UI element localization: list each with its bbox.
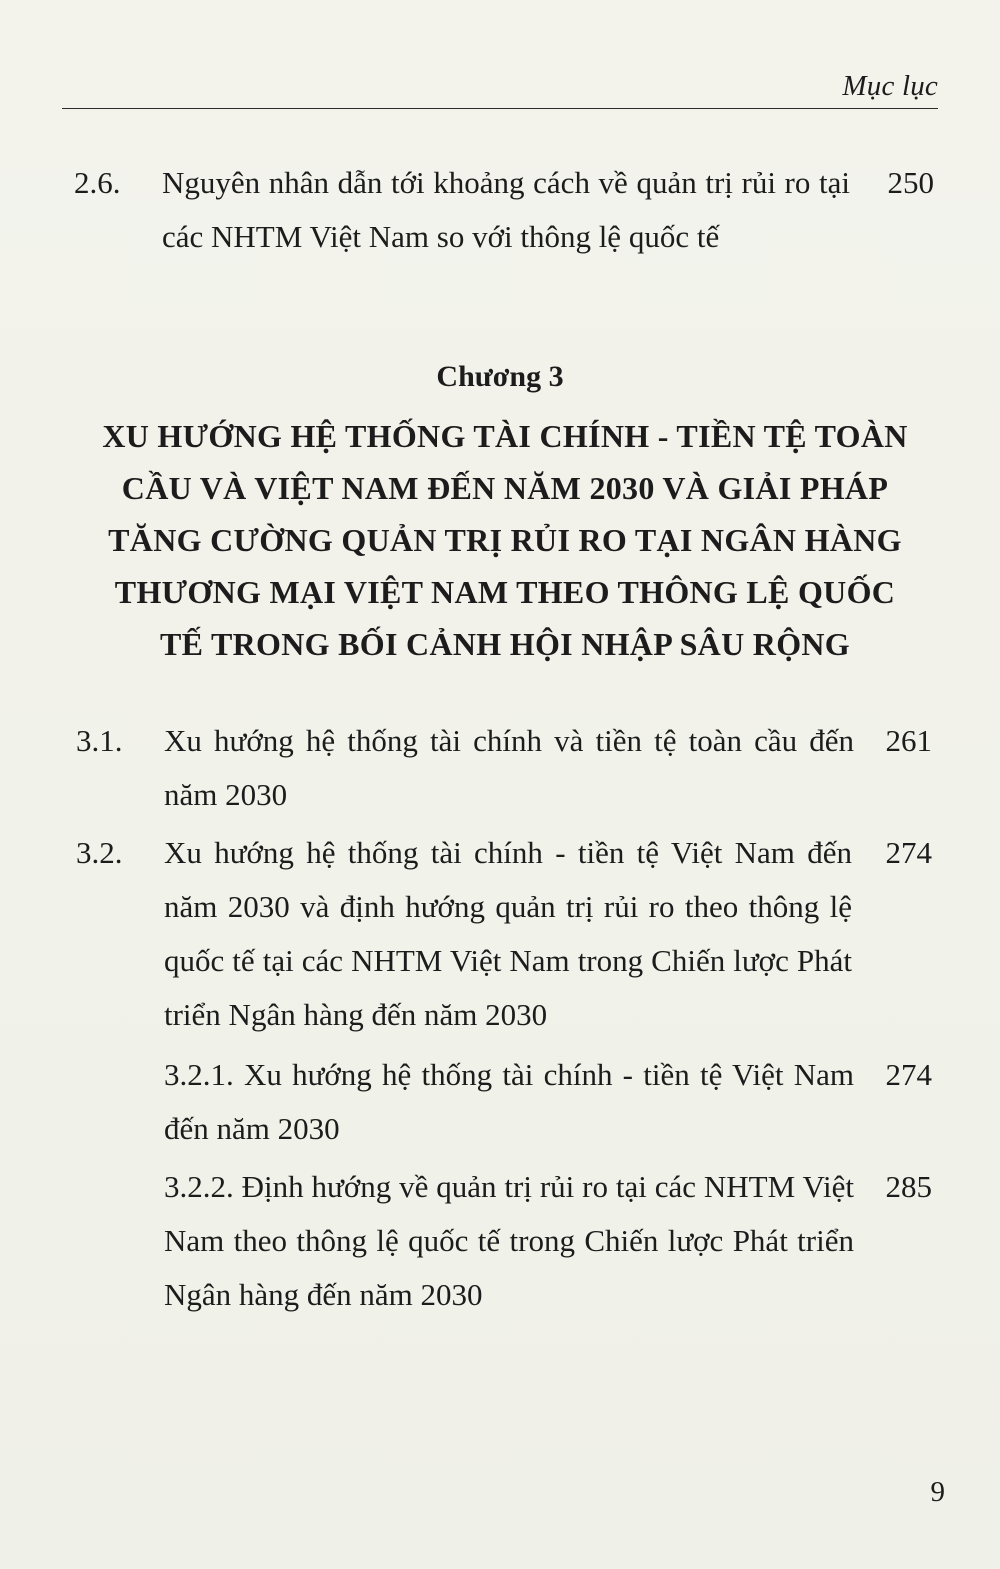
toc-entry-number: 2.6. xyxy=(74,165,121,200)
toc-entry xyxy=(74,156,940,318)
toc-subentry-page: 274 xyxy=(885,1057,932,1092)
chapter-title: XU HƯỚNG HỆ THỐNG TÀI CHÍNH - TIỀN TỆ TOÀN CẦU VÀ VIỆT NAM ĐẾN NĂM 2030 VÀ GIẢI PHÁP TĂNG CƯỜNG QUẢN TRỊ RỦI RO TẠI NGÂN HÀNG THƯƠNG MẠI VIỆT NAM THEO THÔNG LỆ QUỐC TẾ TRONG BỐI CẢNH HỘI NHẬP SÂU RỘNG xyxy=(102,418,908,662)
header-rule xyxy=(62,108,938,109)
toc-entry-number: 3.1. xyxy=(76,723,123,758)
toc-subentry-text xyxy=(164,1048,854,1156)
toc-subentry xyxy=(164,1160,938,1324)
toc-entry-page: 250 xyxy=(887,165,934,200)
toc-entry xyxy=(76,714,938,824)
toc-subentry-title: Xu hướng hệ thống tài chính - tiền tệ Việt Nam đến năm 2030 xyxy=(164,1057,855,1146)
toc-entry-text: Nguyên nhân dẫn tới khoảng cách về quản trị rủi ro tại các NHTM Việt Nam so với thông lệ quốc tế xyxy=(162,165,850,254)
toc-subentry xyxy=(164,1048,938,1158)
toc-subentry-number: 3.2.2. xyxy=(164,1169,234,1204)
toc-subentry-page: 285 xyxy=(885,1169,932,1204)
toc-entry-page: 261 xyxy=(885,723,932,758)
toc-entry-page: 274 xyxy=(885,835,932,870)
toc-subentry-number: 3.2.1. xyxy=(164,1057,234,1092)
running-head: Mục lục xyxy=(842,70,938,102)
toc-entry-number: 3.2. xyxy=(76,835,123,870)
toc-entry-text: Xu hướng hệ thống tài chính - tiền tệ Việt Nam đến năm 2030 và định hướng quản trị rủi ro theo thông lệ quốc tế tại các NHTM Việt Nam trong Chiến lược Phát triển Ngân hàng đến năm 2030 xyxy=(164,835,852,1032)
toc-entry xyxy=(76,826,938,1046)
chapter-label: Chương 3 xyxy=(436,360,564,393)
toc-subentry-text xyxy=(164,1160,854,1322)
toc-subentry-title: Định hướng về quản trị rủi ro tại các NHTM Việt Nam theo thông lệ quốc tế trong Chiến lược Phát triển Ngân hàng đến năm 2030 xyxy=(164,1169,854,1312)
page-number: 9 xyxy=(930,1476,945,1508)
toc-entry-text: Xu hướng hệ thống tài chính và tiền tệ toàn cầu đến năm 2030 xyxy=(164,723,854,812)
